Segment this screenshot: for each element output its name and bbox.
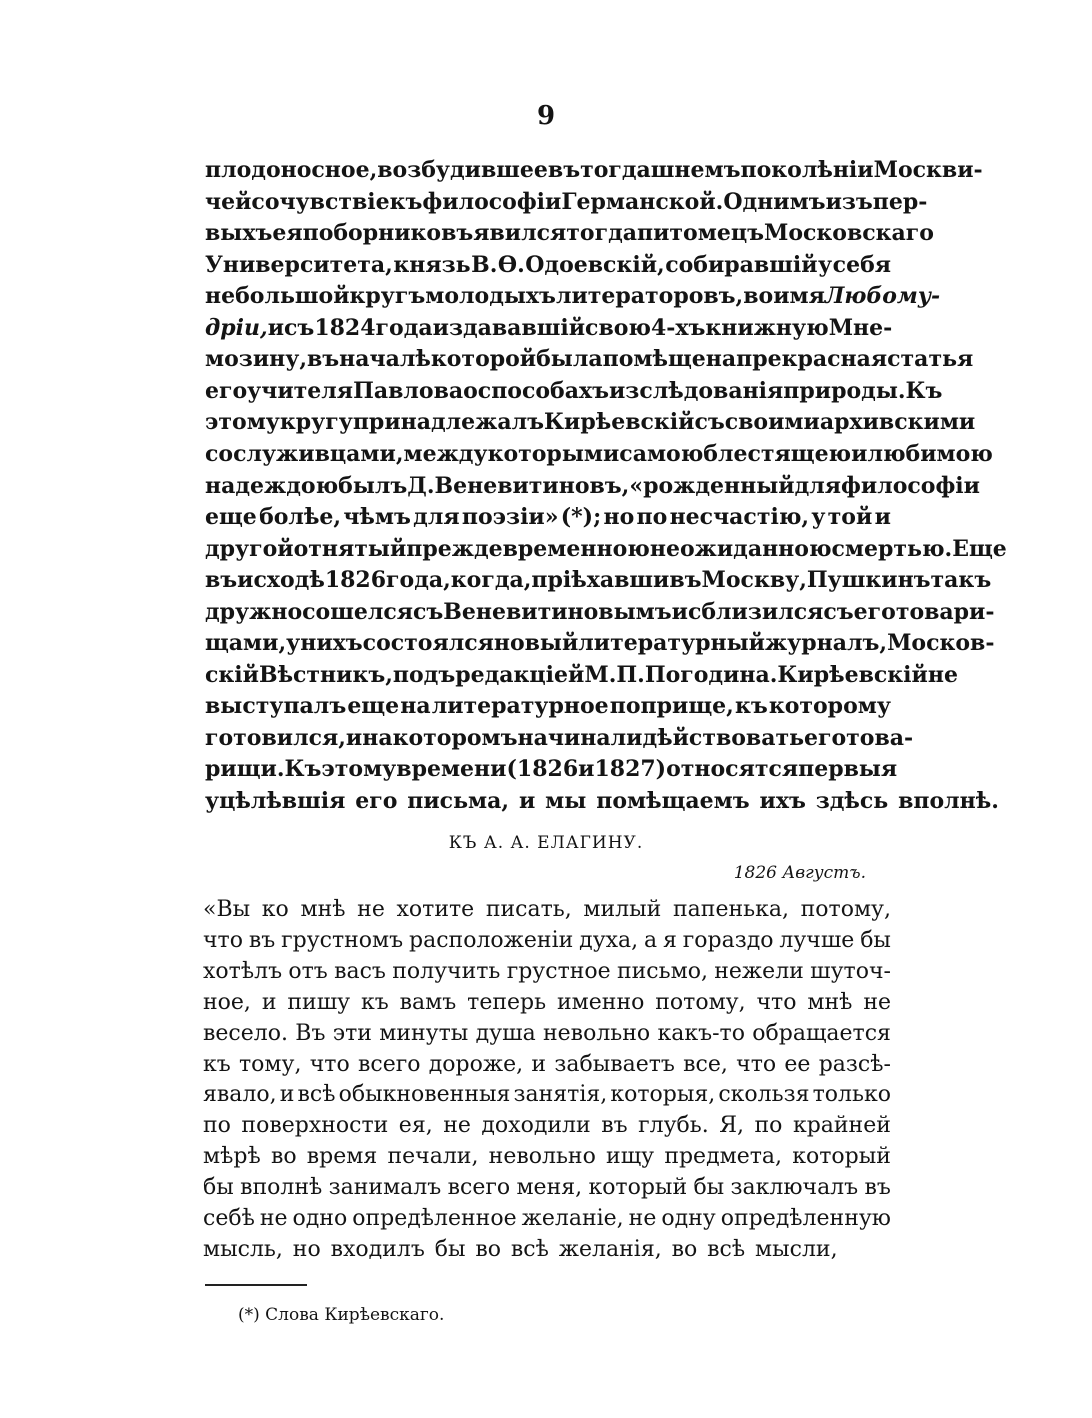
text-line: чей сочувствіе къ философіи Германской. Однимъ изъ пер- [205,188,928,215]
letter-line: себѣ не одно опредѣленное желаніе, не одну опредѣленную [203,1206,891,1231]
text-line: выхъ ея поборниковъ явился тогда питомецъ Московскаго [205,220,934,247]
text-line: плодоносное, возбудившее въ тогдашнемъ поколѣніи Москви- [205,157,983,183]
letter-line: весело. Въ эти минуты душа невольно какъ-то обращается [203,1020,891,1046]
letter-line: «Вы ко мнѣ не хотите писать, милый папенька, потому, [203,897,891,922]
text-line: его учителя Павлова о способахъ изслѣдованія природы. Къ [205,377,943,404]
text-line: другой отнятый преждевременною неожиданною смертью. Еще [205,535,1007,562]
letter-line: мѣрѣ во время печали, невольно ищу предмета, который [203,1144,891,1170]
text-line: еще болѣе, чѣмъ для поэзіи» (*); но по несчастію, у той и [205,504,891,531]
text-line: уцѣлѣвшія его письма, и мы помѣщаемъ ихъ здѣсь вполнѣ. [205,788,999,814]
text-line: щами, у нихъ состоялся новый литературный журналъ, Москов- [205,630,995,657]
text-line: дружно сошелся съ Веневитиновымъ и сблизился съ его товари- [205,598,995,625]
letter-line: мысль, но входилъ бы во всѣ желанія, во всѣ мысли, [203,1236,838,1262]
text-line: сослуживцами, между которыми самою блестящею и любимою [205,440,993,467]
footnote-rule [205,1284,307,1286]
letter-line: къ тому, что всего дороже, и забываетъ все, что ее разсѣ- [203,1051,891,1077]
text-line: надеждою былъ Д. Веневитиновъ, «рожденный для философіи [205,472,980,499]
letter-date: 1826 Августъ. [733,863,866,883]
letter-line: бы вполнѣ занималъ всего меня, который бы заключалъ въ [203,1175,891,1201]
text-line: выступалъ еще на литературное поприще, къ которому [205,693,891,720]
text-line: Университета, князь В. Ѳ. Одоевскій, собиравшій у себя [205,251,891,278]
footnote: (*) Слова Кирѣевскаго. [238,1305,445,1325]
letter-heading: КЪ А. А. ЕЛАГИНУ. [448,833,644,853]
text-line: небольшой кругъ молодыхъ литераторовъ, во имя Любому- [205,283,941,310]
letter-line: по поверхности ея, не доходили въ глубь. Я, по крайней [203,1113,891,1139]
text-line: этому кругу принадлежалъ Кирѣевскій съ своими архивскими [205,409,976,436]
letter-line: ное, и пишу къ вамъ теперь именно потому, что мнѣ не [203,989,891,1015]
text-line: дріи, и съ 1824 года издававшій свою 4-хъ книжную Мне- [205,314,893,341]
text-line: въ исходѣ 1826 года, когда, пріѣхавши въ Москву, Пушкинъ такъ [205,567,992,594]
text-line: рищи. Къ этому времени (1826 и 1827) относятся первыя [205,756,898,783]
text-line: скій Вѣстникъ, подъ редакціей М. П. Погодина. Кирѣевскій не [205,661,958,688]
letter-line: хотѣлъ отъ васъ получить грустное письмо, нежели шуточ- [203,958,891,984]
text-line: мозину, въ началѣ которой была помѣщена прекрасная статья [205,346,974,373]
letter-line: что въ грустномъ расположеніи духа, а я гораздо лучше бы [203,927,891,953]
text-line: готовился, и на которомъ начинали дѣйствовать его това- [205,724,914,751]
page-number: 9 [536,101,556,131]
letter-line: явало, и всѣ обыкновенныя занятія, которыя, скользя только [203,1082,891,1108]
